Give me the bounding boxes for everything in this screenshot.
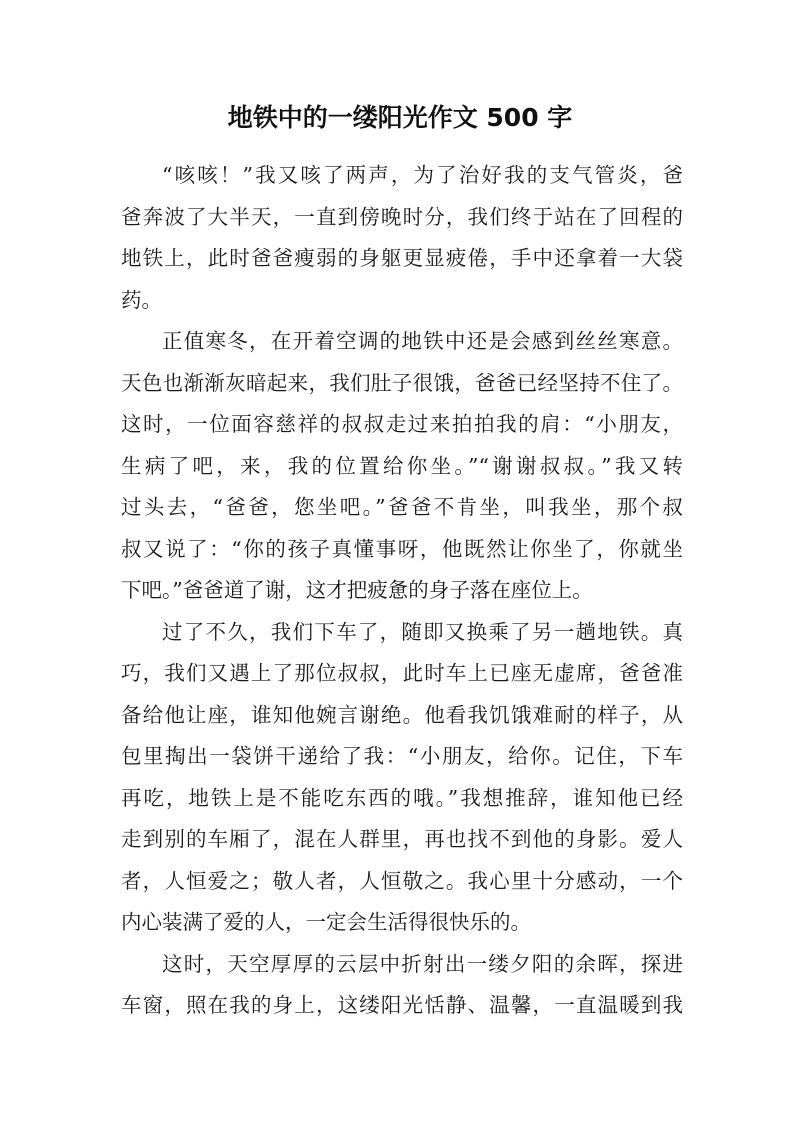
text-line: 生病了吧，来，我的位置给你坐。”“谢谢叔叔。”我又转 — [121, 453, 683, 478]
article-body — [121, 155, 683, 1027]
text-line: 内心装满了爱的人，一定会生活得很快乐的。 — [121, 910, 531, 934]
text-line: “咳咳！”我又咳了两声，为了治好我的支气管炎，爸 — [162, 163, 683, 187]
paragraph-3 — [121, 612, 683, 944]
text-line: 正值寒冬，在开着空调的地铁中还是会感到丝丝寒意。 — [162, 329, 683, 353]
text-line: 药。 — [121, 287, 162, 312]
text-line: 叔又说了：“你的孩子真懂事呀，他既然让你坐了，你就坐 — [121, 536, 683, 561]
text-line: 巧，我们又遇上了那位叔叔，此时车上已座无虚席，爸爸准 — [121, 661, 683, 685]
text-line: 天色也渐渐灰暗起来，我们肚子很饿，爸爸已经坚持不住了。 — [121, 370, 683, 395]
text-line: 这时，天空厚厚的云层中折射出一缕夕阳的余晖，探进 — [162, 951, 683, 976]
paragraph-4 — [121, 944, 683, 1027]
text-line: 过了不久，我们下车了，随即又换乘了另一趟地铁。真 — [162, 619, 683, 644]
text-line: 包里掏出一袋饼干递给了我：“小朋友，给你。记住，下车 — [121, 744, 683, 768]
paragraph-1 — [121, 155, 683, 321]
text-line: 者，人恒爱之；敬人者，人恒敬之。我心里十分感动，一个 — [121, 868, 683, 893]
text-line: 这时，一位面容慈祥的叔叔走过来拍拍我的肩：“小朋友， — [121, 412, 683, 436]
text-line: 爸奔波了大半天，一直到傍晚时分，我们终于站在了回程的 — [121, 204, 683, 229]
text-line: 车窗，照在我的身上，这缕阳光恬静、温馨，一直温暖到我 — [121, 993, 683, 1017]
paragraph-2 — [121, 321, 683, 612]
text-line: 地铁上，此时爸爸瘦弱的身躯更显疲倦，手中还拿着一大袋 — [121, 246, 683, 270]
text-line: 再吃，地铁上是不能吃东西的哦。”我想推辞，谁知他已经 — [121, 785, 683, 810]
text-line: 备给他让座，谁知他婉言谢绝。他看我饥饿难耐的样子，从 — [121, 702, 683, 727]
text-line: 过头去，“爸爸，您坐吧。”爸爸不肯坐，叫我坐，那个叔 — [121, 495, 683, 519]
page-title: 地铁中的一缕阳光作文 500 字 — [227, 103, 573, 132]
text-line: 下吧。”爸爸道了谢，这才把疲惫的身子落在座位上。 — [121, 578, 593, 602]
text-line: 走到别的车厢了，混在人群里，再也找不到他的身影。爱人 — [121, 827, 683, 851]
